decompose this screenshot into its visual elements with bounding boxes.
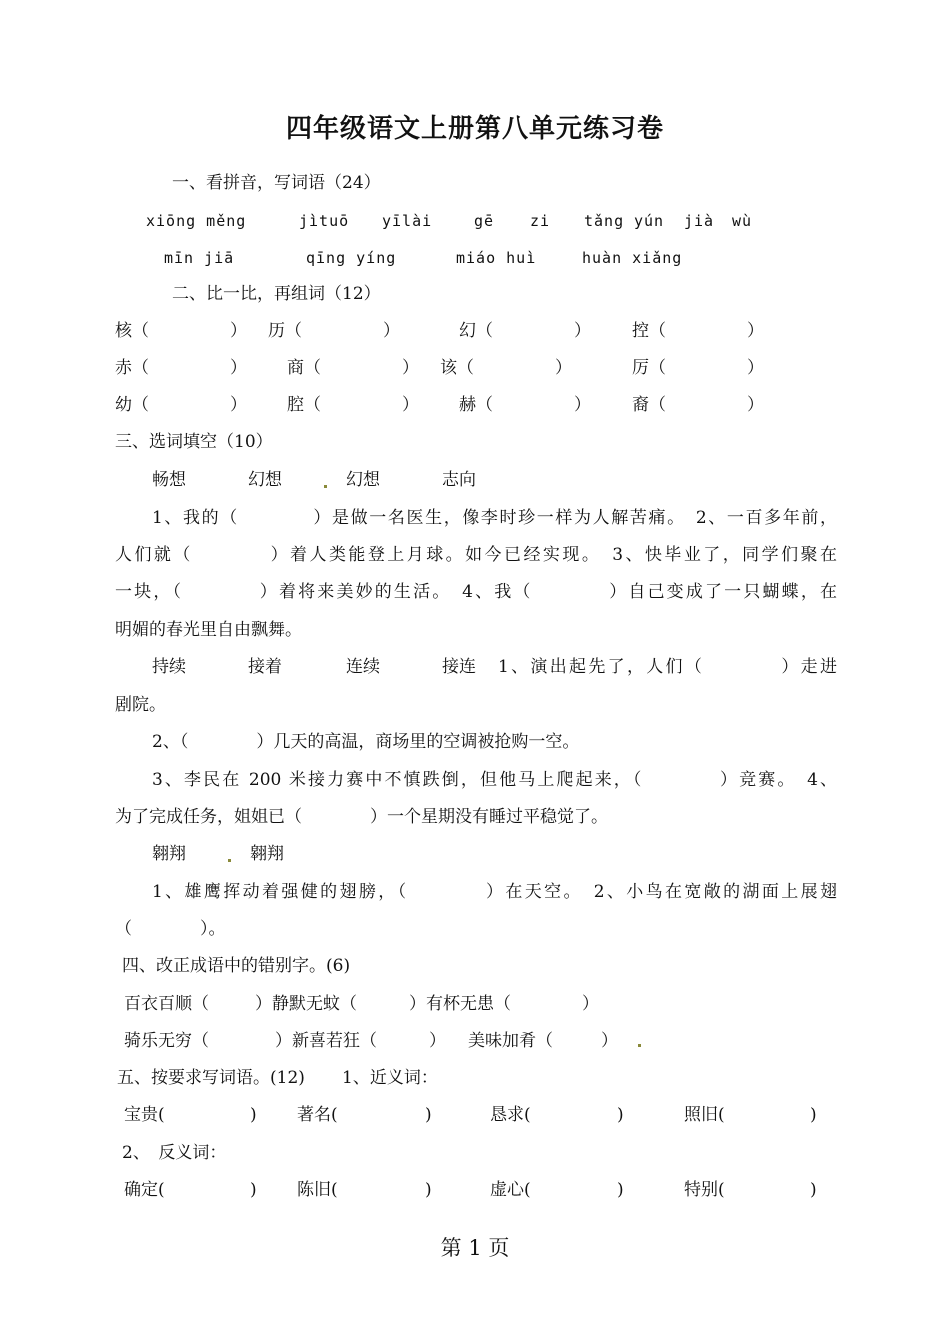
idiom-blank: ）有杯无患（ [409,994,511,1014]
char-blank: 该（ [440,358,474,378]
char-blank: 赫（ [459,395,493,415]
char-blank: 幼（ [115,395,149,415]
pinyin-item: wù [732,212,753,230]
fill-blank-line: 人们就（ ）着人类能登上月球。如今已经实现。 3、快毕业了，同学们聚在 [115,545,837,565]
word-option: 翱翔 [250,844,284,864]
section-4-heading: 四、改正成语中的错别字。(6) [122,956,351,976]
word-option: 幻想 [248,470,282,490]
pinyin-item: miáo huì [456,249,537,267]
pinyin-item: xiōng měng [146,212,247,230]
char-blank: ） [747,321,764,341]
pinyin-item: yīlài [382,212,433,230]
word-option: 连续 [346,657,380,677]
char-blank: 核（ [115,321,149,341]
page-number: 第 1 页 [440,1236,510,1260]
word-option: 翱翔 [152,844,186,864]
synonym-label: 1、近义词： [342,1068,438,1088]
char-blank: 历（ [268,321,302,341]
char-blank: 厉（ [632,358,666,378]
pinyin-item: tǎng [584,212,625,230]
char-blank: ） [747,358,764,378]
pinyin-item: huàn xiǎng [582,249,683,267]
fill-blank-line: 1、雄鹰挥动着强健的翅膀，（ ）在天空。 2、小鸟在宽敞的湖面上展翅 [152,882,837,902]
page-title: 四年级语文上册第八单元练习卷 [285,114,664,144]
pinyin-item: mīn jiā [164,249,235,267]
char-blank: ） [230,358,247,378]
char-blank: 幻（ [459,321,493,341]
word-blank: ) [250,1105,257,1125]
pinyin-item: jià [684,212,715,230]
word-option: 接着 [248,657,282,677]
antonym-label: 2、 反义词： [122,1143,227,1163]
fill-blank-line: （ ）。 [115,919,226,939]
char-blank: 赤（ [115,358,149,378]
fill-blank-line: 剧院。 [115,695,166,715]
char-blank: ） [574,321,591,341]
fill-blank-line: 1、演出起先了，人们（ ）走进 [498,657,837,677]
section-3-heading: 三、选词填空（10） [115,432,273,452]
fill-blank-line: 一块，（ ）着将来美妙的生活。 4、我（ ）自己变成了一只蝴蝶，在 [115,582,837,602]
char-blank: ） [230,395,247,415]
word-blank: ) [250,1180,257,1200]
pinyin-item: zi [530,212,551,230]
stray-dot [638,1044,641,1047]
char-blank: ） [230,321,247,341]
char-blank: 腔（ [287,395,321,415]
word-blank: 宝贵( [124,1105,165,1125]
idiom-blank: ） [601,1031,618,1051]
word-option: 接连 [442,657,476,677]
word-blank: ) [617,1180,624,1200]
char-blank: ） [402,358,419,378]
word-blank: ) [617,1105,624,1125]
fill-blank-line: 明媚的春光里自由飘舞。 [115,620,302,640]
stray-dot [324,485,327,488]
char-blank: 控（ [632,321,666,341]
fill-blank-line: 3、李民在 200 米接力赛中不慎跌倒，但他马上爬起来，（ ）竞赛。 4、 [152,770,837,790]
pinyin-item: yún [634,212,665,230]
pinyin-item: gē [474,212,495,230]
stray-dot [228,859,231,862]
char-blank: ） [402,395,419,415]
idiom-blank: ）新喜若狂（ [275,1031,377,1051]
char-blank: ） [555,358,572,378]
section-2-heading: 二、比一比，再组词（12） [172,284,381,304]
idiom-blank: 美味加肴（ [468,1031,553,1051]
pinyin-item: qīng yíng [306,249,397,267]
idiom-blank: ） [429,1031,446,1051]
word-option: 志向 [442,470,476,490]
word-blank: ) [810,1180,817,1200]
idiom-blank: ）静默无蚊（ [255,994,357,1014]
word-blank: ) [425,1105,432,1125]
word-blank: 确定( [124,1180,165,1200]
word-blank: 照旧( [684,1105,725,1125]
word-blank: ) [810,1105,817,1125]
section-1-heading: 一、看拼音，写词语（24） [172,173,381,193]
word-option: 持续 [152,657,186,677]
char-blank: 裔（ [632,395,666,415]
word-blank: 恳求( [490,1105,531,1125]
word-blank: ) [425,1180,432,1200]
idiom-blank: ） [582,994,599,1014]
word-blank: 特别( [684,1180,725,1200]
word-blank: 著名( [297,1105,338,1125]
char-blank: ） [747,395,764,415]
word-blank: 虚心( [490,1180,531,1200]
word-blank: 陈旧( [297,1180,338,1200]
pinyin-item: jìtuō [299,212,350,230]
char-blank: ） [574,395,591,415]
idiom-blank: 骑乐无穷（ [124,1031,209,1051]
idiom-blank: 百衣百顺（ [124,994,209,1014]
section-5-heading: 五、按要求写词语。(12) [117,1068,305,1088]
char-blank: ） [383,321,400,341]
fill-blank-line: 为了完成任务，姐姐已（ ）一个星期没有睡过平稳觉了。 [115,807,608,827]
fill-blank-line: 2、（ ）几天的高温，商场里的空调被抢购一空。 [152,732,580,752]
word-option: 幻想 [346,470,380,490]
fill-blank-line: 1、我的（ ）是做一名医生，像李时珍一样为人解苦痛。 2、一百多年前， [152,508,837,528]
char-blank: 商（ [287,358,321,378]
word-option: 畅想 [152,470,186,490]
